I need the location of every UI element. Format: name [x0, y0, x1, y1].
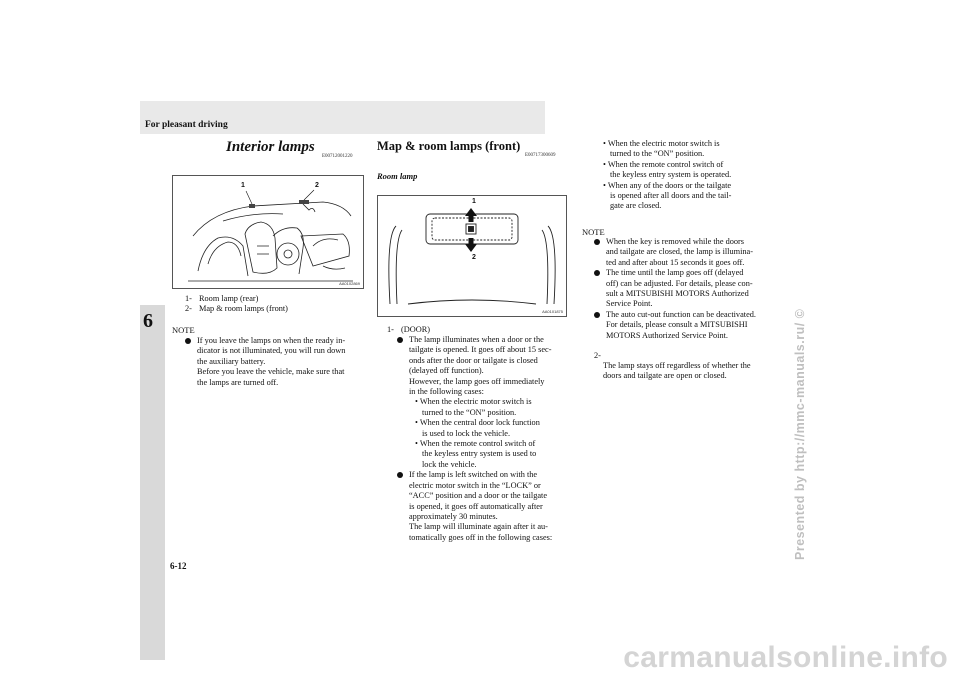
note-line: For details, please consult a MITSUBISHI [606, 320, 748, 330]
callout-1: 1 [472, 198, 476, 205]
bullet-icon [594, 312, 600, 318]
sub-bullet-line: the keyless entry system is used to [422, 449, 537, 459]
interior-lamps-figure [172, 175, 364, 289]
sub-bullet-line: • When any of the doors or the tailgate [603, 180, 732, 190]
item1-header [387, 325, 430, 335]
item1-label: 1- [387, 325, 394, 334]
callout-2: 2 [315, 182, 319, 189]
bullet-line: (delayed off function). [409, 366, 484, 376]
sub-bullet [603, 160, 773, 181]
sub-bullet-line: • When the remote control switch of [415, 439, 536, 449]
bullet-line: If the lamp is left switched on with the [409, 470, 538, 480]
legend-text: Map & room lamps (front) [199, 304, 288, 314]
note-line: sult a MITSUBISHI MOTORS Authorized [606, 289, 749, 299]
room-lamp-subtitle: Room lamp [377, 171, 418, 181]
bullet-line: in the following cases: [409, 387, 484, 397]
right-sub-bullets [603, 139, 773, 212]
sub-bullet [415, 418, 567, 439]
sub-bullet-line: • When the remote control switch of [603, 159, 724, 169]
sub-bullet [415, 397, 567, 418]
bullet-line: approximately 30 minutes. [409, 511, 498, 521]
bullet-icon [185, 338, 191, 344]
note-line: dicator is not illuminated, you will run down [197, 346, 346, 356]
bullet-line: tomatically goes off in the following cases: [409, 532, 553, 542]
bullet-line: electric motor switch in the “LOCK” or [409, 480, 541, 490]
arrow-up-icon [465, 208, 477, 222]
sub-bullet-line: turned to the “ON” position. [422, 407, 517, 417]
note-line: the lamps are turned off. [197, 377, 279, 387]
note-line: When the key is removed while the doors [606, 237, 745, 246]
note-line: ted and after about 15 seconds it goes off. [606, 257, 745, 267]
sub-bullet-line: lock the vehicle. [422, 459, 477, 469]
note-line: the auxiliary battery. [197, 356, 266, 366]
interior-note [185, 336, 363, 388]
bullet-icon [397, 337, 403, 343]
sub-bullet [603, 139, 773, 160]
note-line: and tailgate are closed, the lamp is illumina- [606, 247, 753, 257]
note-line: Before you leave the vehicle, make sure that [197, 367, 345, 377]
note-label: NOTE [582, 227, 605, 237]
item2-body [603, 361, 775, 382]
sub-bullet-line: turned to the “ON” position. [610, 149, 705, 159]
figure-code: AA0101875 [542, 309, 563, 314]
callout-1: 1 [241, 182, 245, 189]
car-interior-illustration [173, 176, 363, 288]
note-line: The time until the lamp goes off (delayed [606, 268, 744, 278]
sub-bullet-line: • When the central door lock function [415, 418, 540, 428]
bullet-icon [594, 239, 600, 245]
legend-num: 2- [185, 304, 192, 314]
right-note [594, 237, 774, 341]
note-label: NOTE [172, 325, 195, 335]
bullet-line: is opened, it goes off automatically after [409, 501, 543, 511]
item2-line: The lamp stays off regardless of whether the [603, 361, 751, 370]
item1-body [397, 335, 567, 543]
callout-2: 2 [472, 254, 476, 261]
sub-bullet-line: gate are closed. [610, 201, 662, 211]
chapter-tab [140, 305, 165, 660]
bullet-icon [594, 270, 600, 276]
legend-num: 1- [185, 294, 192, 303]
bullet-line: However, the lamp goes off immediately [409, 376, 545, 386]
interior-lamps-title: Interior lamps [226, 139, 315, 155]
bullet-icon [397, 472, 403, 478]
sub-bullet-line: • When the electric motor switch is [415, 397, 532, 407]
sub-bullet [415, 439, 567, 470]
note-line: Service Point. [606, 299, 653, 309]
note-line: If you leave the lamps on when the ready in- [197, 336, 346, 345]
page-number: 6-12 [170, 561, 187, 571]
room-lamp-figure [377, 195, 567, 317]
bullet-line: onds after the door or tailgate is closed [409, 355, 538, 365]
interior-lamps-code: E00712001220 [322, 154, 353, 159]
bullet-line: “ACC” position and a door or the tailgate [409, 491, 548, 501]
bullet-line: The lamp illuminates when a door or the [409, 335, 544, 344]
map-room-title: Map & room lamps (front) [377, 139, 521, 153]
bullet-line: The lamp will illuminate again after it au- [409, 522, 548, 532]
sub-bullet-line: • When the electric motor switch is [603, 139, 720, 148]
figure-code: AA0102869 [339, 281, 360, 286]
interior-legend [185, 294, 288, 315]
footer-watermark: carmanualsonline.info [623, 641, 948, 674]
note-line: The auto cut-out function can be deactivated. [606, 309, 756, 319]
sub-bullet-line: is used to lock the vehicle. [422, 428, 511, 438]
map-room-code: E00717300609 [525, 153, 556, 158]
bullet-line: tailgate is opened. It goes off about 15 sec- [409, 345, 552, 355]
sub-bullet [603, 181, 773, 212]
note-line: off) can be adjusted. For details, please con- [606, 278, 753, 288]
sub-bullet-line: the keyless entry system is operated. [610, 170, 732, 180]
sub-bullet-line: is opened after all doors and the tail- [610, 191, 732, 201]
legend-text: Room lamp (rear) [199, 294, 259, 303]
item2-label: 2- [594, 351, 601, 360]
section-title: For pleasant driving [145, 120, 228, 130]
chapter-number: 6 [143, 310, 153, 332]
side-watermark: Presented by http://mmc-manuals.ru/ © [793, 308, 807, 560]
note-line: MOTORS Authorized Service Point. [606, 330, 728, 340]
item1-title: (DOOR) [401, 325, 431, 334]
item2-line: doors and tailgate are open or closed. [603, 371, 727, 381]
